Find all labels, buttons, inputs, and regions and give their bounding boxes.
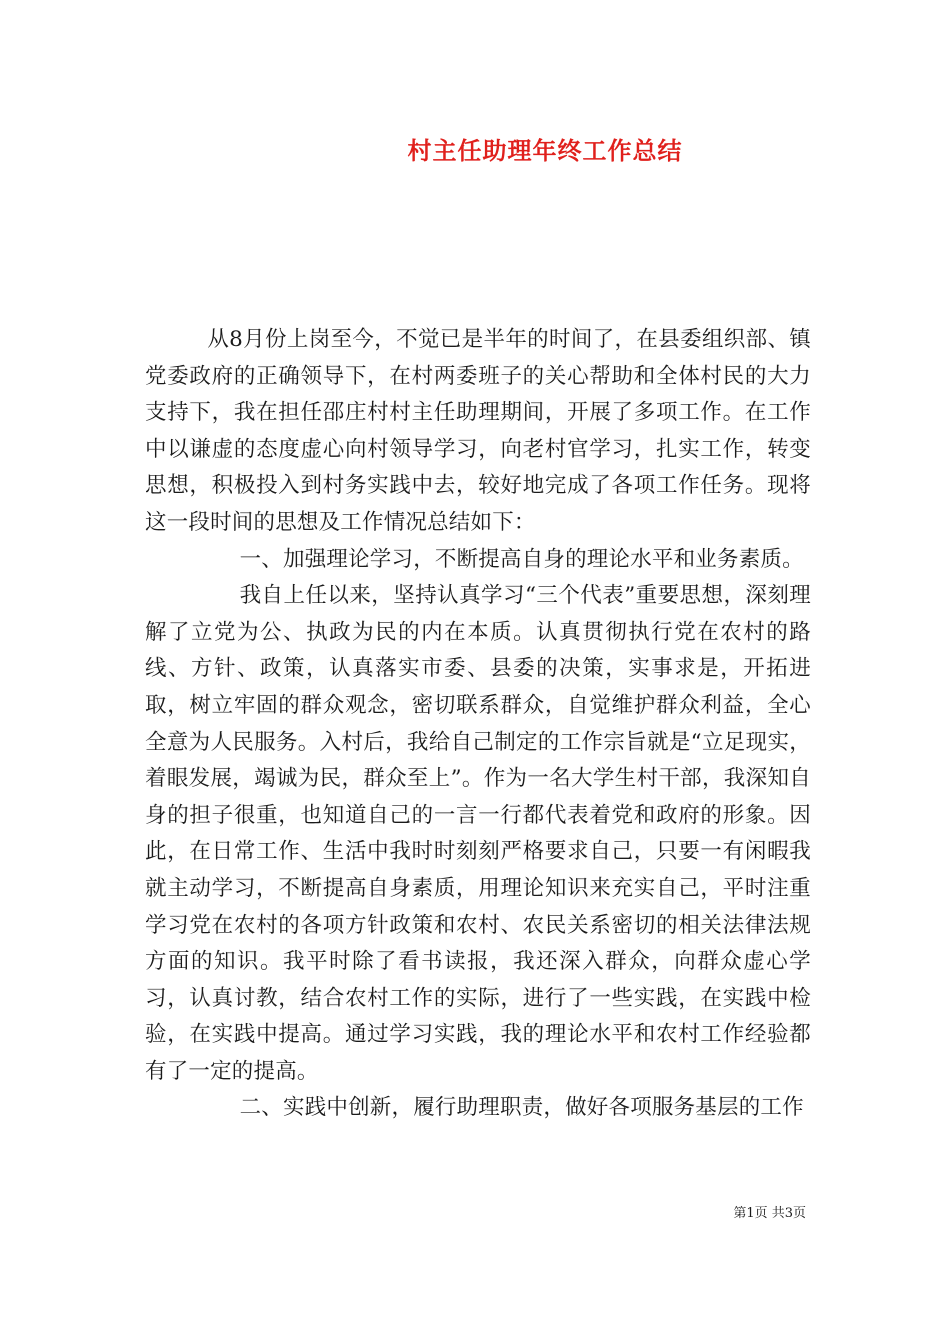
page-number: 第1页 共3页 [733, 1206, 806, 1221]
paragraph-intro: 从8月份上岗至今，不觉已是半年的时间了，在县委组织部、镇党委政府的正确领导下，在村两委班子的关心帮助和全体村民的大力支持下，我在担任邵庄村村主任助理期间，开展了多项工作。在工作中以谦虚的态度虚心向村领导学习，向老村官学习，扎实工作，转变思想，积极投入到村务实践中去，较好地完成了各项工作任务。现将这一段时间的思想及工作情况总结如下： [145, 327, 811, 535]
section-heading-2: 二、实践中创新，履行助理职责，做好各项服务基层的工作 [239, 1095, 804, 1121]
document-title: 村主任助理年终工作总结 [407, 136, 683, 165]
paragraph-section-1: 我自上任以来，坚持认真学习“三个代表”重要思想，深刻理解了立党为公、执政为民的内在本质。认真贯彻执行党在农村的路线、方针、政策，认真落实市委、县委的决策，实事求是，开拓进取，树立牢固的群众观念，密切联系群众，自觉维护群众利益，全心全意为人民服务。入村后，我给自己制定的工作宗旨就是“立足现实，着眼发展，竭诚为民，群众至上”。作为一名大学生村干部，我深知自身的担子很重，也知道自己的一言一行都代表着党和政府的形象。因此，在日常工作、生活中我时时刻刻严格要求自己，只要一有闲暇我就主动学习，不断提高自身素质，用理论知识来充实自己，平时注重学习党在农村的各项方针政策和农村、农民关系密切的相关法律法规方面的知识。我平时除了看书读报，我还深入群众，向群众虚心学习，认真讨教，结合农村工作的实际，进行了一些实践，在实践中检验，在实践中提高。通过学习实践，我的理论水平和农村工作经验都有了一定的提高。 [145, 583, 811, 1084]
section-heading-1: 一、加强理论学习，不断提高自身的理论水平和业务素质。 [239, 546, 804, 572]
document-body [145, 322, 811, 1127]
